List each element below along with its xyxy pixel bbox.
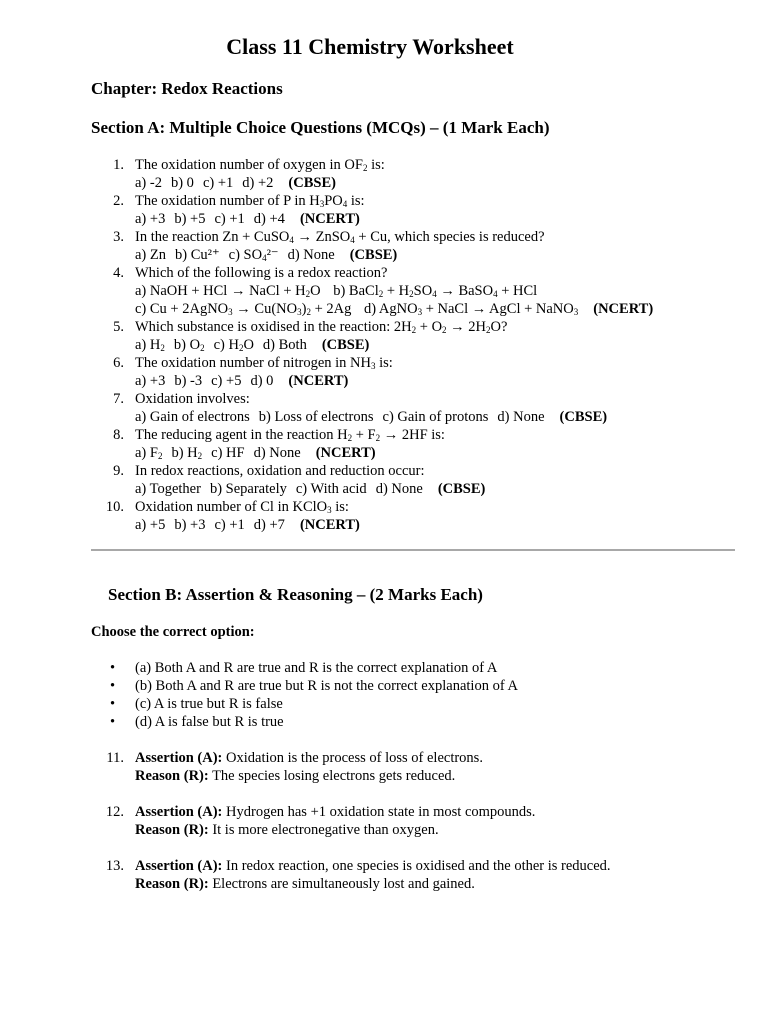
question-7: 7. Oxidation involves: a) Gain of electrons b) Loss of electrons c) Gain of protons d) None (CBSE) [91, 390, 653, 426]
question-10-options: a) +5 b) +3 c) +1 d) +7 (NCERT) [135, 517, 360, 533]
answer-option-a: • (a) Both A and R are true and R is the correct explanation of A [91, 659, 518, 677]
instruction-text: Choose the correct option: [91, 624, 255, 640]
question-9: 9. In redox reactions, oxidation and reduction occur: a) Together b) Separately c) With acid d) None (CBSE) [91, 462, 653, 498]
question-4-options-ab: a) NaOH + HCl → NaCl + $H_2O$ b) BaCl$_2$ + $H_2SO_4$ → BaSO$_4$ + HCl [135, 283, 538, 299]
answer-option-c: • (c) A is true but R is false [91, 695, 518, 713]
question-6-options: a) +3 b) -3 c) +5 d) 0 (NCERT) [135, 373, 349, 389]
question-9-options: a) Together b) Separately c) With acid d) None (CBSE) [135, 481, 486, 497]
question-8-options: a) $F_2$ b) $H_2$ c) HF d) None (NCERT) [135, 445, 376, 461]
source-tag: (NCERT) [288, 373, 349, 389]
question-1-options: a) -2 b) 0 c) +1 d) +2 (CBSE) [135, 175, 336, 191]
source-tag: (CBSE) [437, 481, 486, 497]
question-6: 6. The oxidation number of nitrogen in $NH_3$ is: a) +3 b) -3 c) +5 d) 0 (NCERT) [91, 354, 653, 390]
source-tag: (NCERT) [315, 445, 376, 461]
assertion-item-12: 12. Assertion (A): Hydrogen has +1 oxidation state in most compounds. Reason (R): It is more electronegative than oxygen. [105, 804, 536, 838]
chapter-heading: Chapter: Redox Reactions [91, 79, 283, 98]
source-tag: (NCERT) [593, 301, 654, 317]
question-3-options: a) Zn b) Cu²⁺ c) $SO_4^{2-}$ d) None (CBSE) [135, 247, 398, 263]
question-2-options: a) +3 b) +5 c) +1 d) +4 (NCERT) [135, 211, 360, 227]
source-tag: (NCERT) [299, 211, 360, 227]
question-4: 4. Which of the following is a redox reaction? a) NaOH + HCl → NaCl + $H_2O$ b) BaCl$_2$ + $H_2SO_4$ → BaSO$_4$ + HCl c) Cu + 2AgNO$_3$ → $Cu(NO_3)_2 + 2Ag$ d) AgNO$_3$ + NaCl → AgCl + NaNO$_3$ (NCERT) [113, 265, 654, 317]
question-5-options: a) $H_2$ b) $O_2$ c) $H_2O$ d) Both (CBSE) [135, 337, 370, 353]
question-10: 10. Oxidation number of Cl in KClO$_3$ is: a) +5 b) +3 c) +1 d) +7 (NCERT) [91, 498, 653, 534]
section-a-heading: Section A: Multiple Choice Questions (MCQs) – (1 Mark Each) [91, 118, 550, 137]
section-divider [91, 549, 735, 551]
question-8: 8. The reducing agent in the reaction $H_2 + F_2 \to 2HF$ is: a) $F_2$ b) $H_2$ c) HF d) None (NCERT) [91, 426, 653, 462]
source-tag: (CBSE) [559, 409, 608, 425]
source-tag: (CBSE) [321, 337, 370, 353]
question-1: 1. The oxidation number of oxygen in $OF_2$ is: a) -2 b) 0 c) +1 d) +2 (CBSE) [91, 156, 653, 192]
question-4-options-cd: c) Cu + 2AgNO$_3$ → $Cu(NO_3)_2 + 2Ag$ d) AgNO$_3$ + NaCl → AgCl + NaNO$_3$ (NCERT) [135, 301, 654, 317]
question-2: 2. The oxidation number of P in $H_3PO_4$ is: a) +3 b) +5 c) +1 d) +4 (NCERT) [91, 192, 653, 228]
assertion-item-11: 11. Assertion (A): Oxidation is the process of loss of electrons. Reason (R): The species losing electrons gets reduced. [106, 750, 483, 784]
page-title: Class 11 Chemistry Worksheet [226, 34, 514, 59]
assertion-item-13: 13. Assertion (A): In redox reaction, one species is oxidised and the other is reduced. Reason (R): Electrons are simultaneously lost and gained. [105, 858, 611, 892]
source-tag: (NCERT) [299, 517, 360, 533]
mcq-list [91, 156, 653, 534]
source-tag: (CBSE) [288, 175, 336, 191]
question-5: 5. Which substance is oxidised in the reaction: $2H_2 + O_2 \to 2H_2O$? a) $H_2$ b) $O_2$ c) $H_2O$ d) Both (CBSE) [91, 318, 653, 354]
question-3: 3. In the reaction Zn + CuSO$_4$ → ZnSO$_4$ + Cu, which species is reduced? a) Zn b) Cu²⁺ c) $SO_4^{2-}$ d) None (CBSE) [91, 228, 653, 264]
answer-options-list [91, 659, 518, 731]
question-7-options: a) Gain of electrons b) Loss of electrons c) Gain of protons d) None (CBSE) [135, 409, 608, 425]
section-b-heading: Section B: Assertion & Reasoning – (2 Marks Each) [108, 585, 483, 604]
answer-option-b: • (b) Both A and R are true but R is not the correct explanation of A [91, 677, 518, 695]
answer-option-d: • (d) A is false but R is true [91, 713, 518, 731]
source-tag: (CBSE) [349, 247, 398, 263]
